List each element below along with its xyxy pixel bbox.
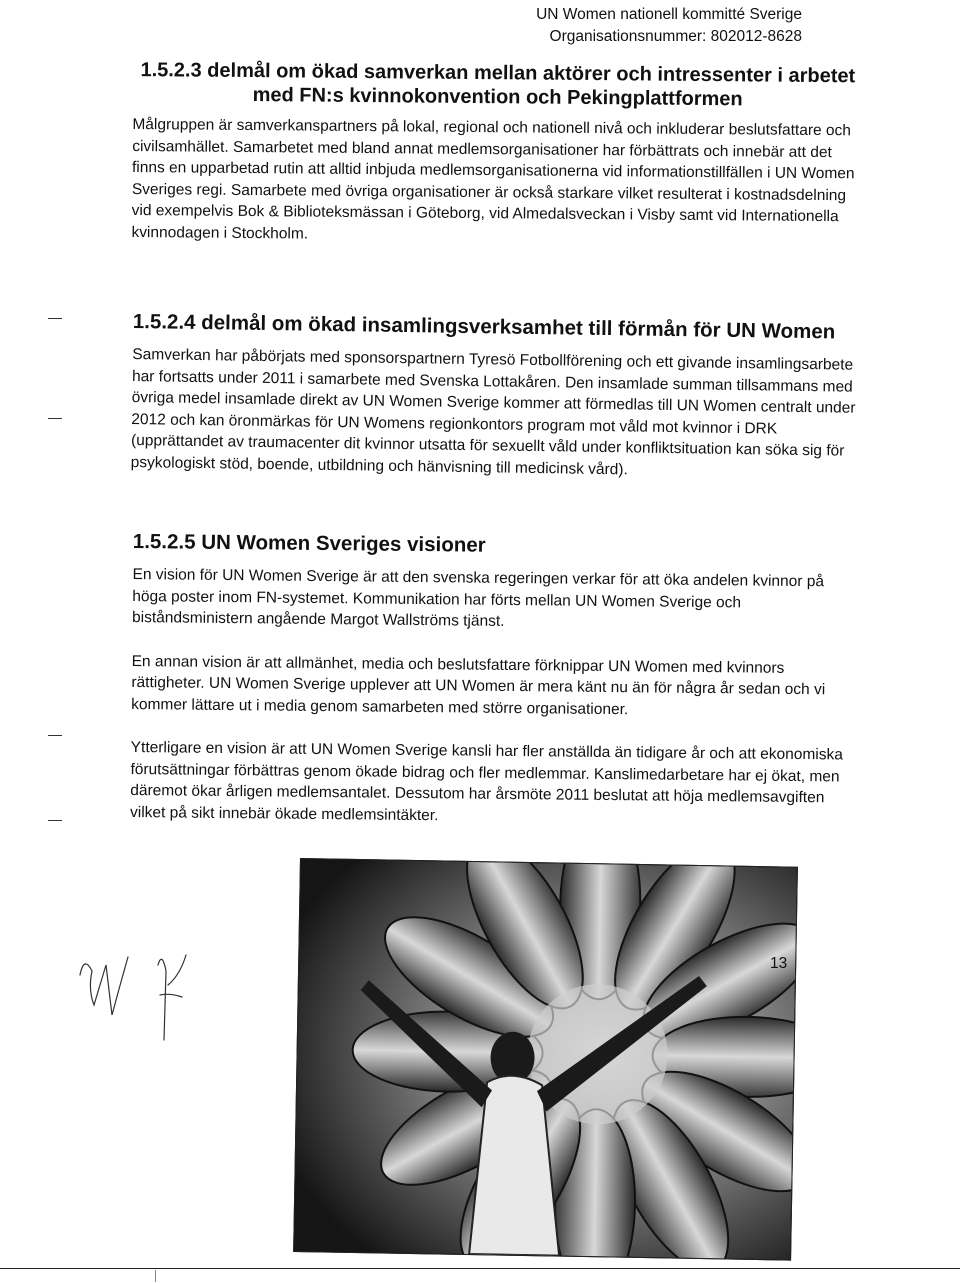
section-visioner-title: 1.5.2.5 UN Women Sveriges visioner <box>132 530 486 557</box>
section-insamling-title: 1.5.2.4 delmål om ökad insamlingsverksamhet till förmån för UN Women <box>132 310 836 344</box>
section-samverkan <box>131 58 863 271</box>
header-organisation-name: UN Women nationell kommitté Sverige <box>536 6 802 23</box>
section-visioner <box>130 530 863 853</box>
visioner-paragraph-3: Ytterligare en vision är att UN Women Sverige kansli har fler anställda än tidigare år och att ekonomiska förutsättningar förbättras genom ökade bidrag och fler medlemmar. Kanslimedarbetare har ej ökat, men däremot ökar årligen medlemsantalet. Dessutom har årsmöte 2011 beslutat att höja medlemsavgiften vilket på sikt innebär ökade medlemsintäkter. <box>129 738 843 824</box>
page-number: 13 <box>770 955 788 972</box>
handwritten-initials-icon <box>70 945 210 1055</box>
page-bottom-rule <box>0 1268 960 1269</box>
margin-mark <box>48 820 62 821</box>
margin-mark <box>48 418 62 419</box>
page-header <box>536 4 802 48</box>
section-insamling-paragraph: Samverkan har påbörjats med sponsorspartnern Tyresö Fotbollförening och ett givande insamlingsarbete har fortsatts under 2011 i samarbete med Svenska Lottakåren. Den insamlade summan tillsammans med övriga medel insamlade direkt av UN Women Sverige kommer att förmedlas till UN Women centralt under 2012 och kan öronmärkas för UN Womens regionkontors program mot våld mot kvinnor i DRK (upprättandet av traumacenter dit kvinnor utsatta för sexuellt våld under konfliktsituation kan söka sig för psykologiskt stöd, boende, utbildning och hänvisning till medicinsk vård). <box>130 345 856 478</box>
header-organisation-number: Organisationsnummer: 802012-8628 <box>549 28 802 45</box>
photo-woman-arms-raised-icon <box>293 858 798 1261</box>
section-samverkan-title-line1: 1.5.2.3 delmål om ökad samverkan mellan aktörer och intressenter i arbetet <box>140 59 856 88</box>
section-samverkan-title <box>133 58 863 112</box>
margin-mark <box>48 735 62 736</box>
scan-tick-mark <box>155 1270 156 1282</box>
visioner-paragraph-1: En vision för UN Women Sverige är att den svenska regeringen verkar för att öka andelen kvinnor på höga poster inom FN-systemet. Kommunikation har förts mellan UN Women Sverige och biståndsministern angående Margot Wallströms tjänst. <box>131 565 825 630</box>
section-samverkan-paragraph: Målgruppen är samverkanspartners på lokal, regional och nationell nivå och inkluderar beslutsfattare och civilsamhället. Samarbetet med bland annat medlemsorganisationer har förbättrats och innebär att det finns en upparbetad rutin att alltid inbjuda medlemsorganisationerna vid informationstillfällen i UN Women Sveriges regi. Samarbete med övriga organisationer är också starkare vilket resulterat i kostnadsdelning vid exempelvis Bok & Biblioteksmässan i Göteborg, vid Almedalsveckan i Visby samt vid Internationella kvinnodagen i Stockholm. <box>131 115 855 243</box>
visioner-paragraph-2: En annan vision är att allmänhet, media och beslutsfattare förknippar UN Women med kvinnors rättigheter. UN Women Sverige upplever att UN Women är mera känt nu än för några år sedan och vi kommer lättare ut i media genom samarbeten med större organisationer. <box>131 652 826 718</box>
section-insamling <box>130 310 863 506</box>
margin-mark <box>48 318 62 319</box>
section-samverkan-title-line2: med FN:s kvinnokonvention och Pekingplattformen <box>252 84 743 111</box>
